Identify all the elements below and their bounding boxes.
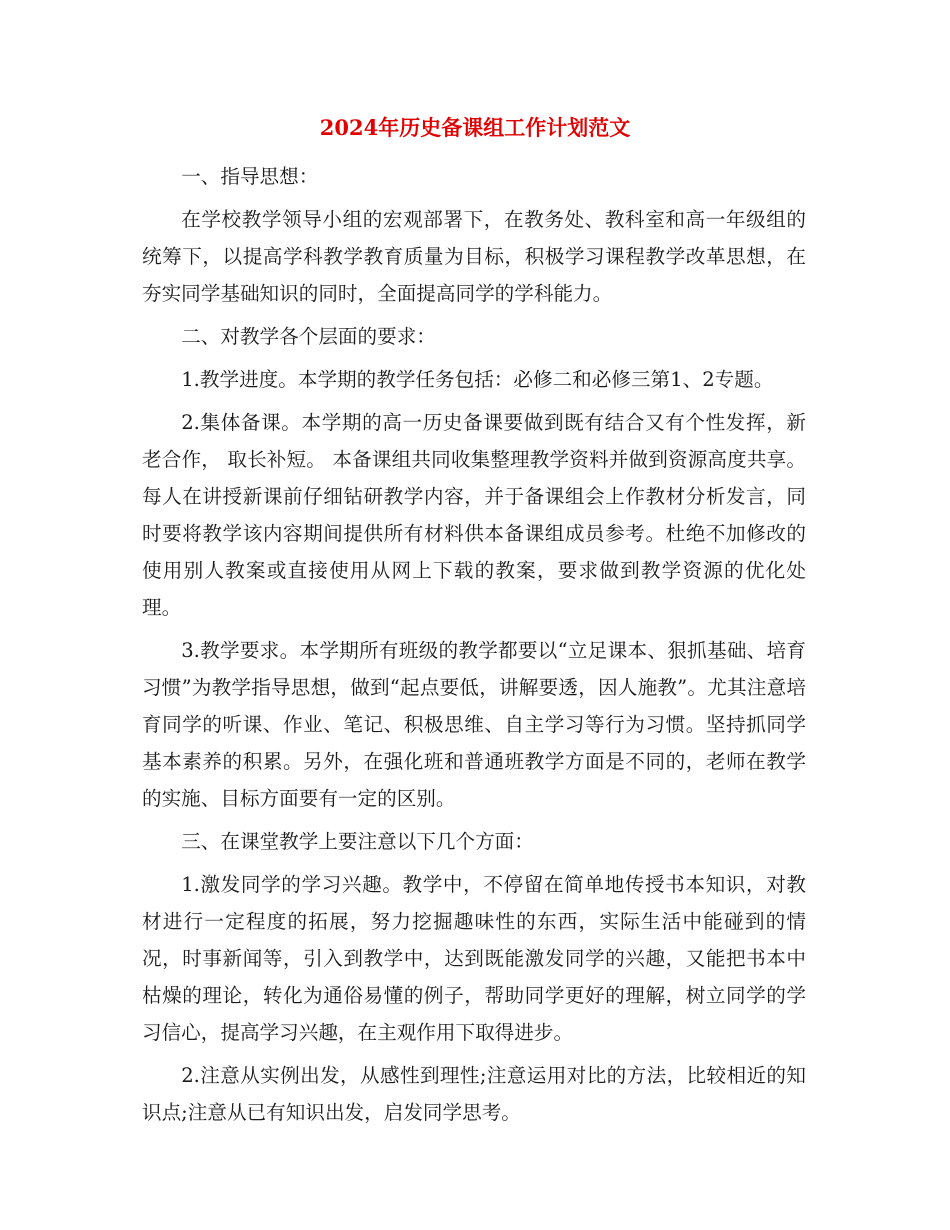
paragraph-from-examples: 2.注意从实例出发，从感性到理性;注意运用对比的方法，比较相近的知识点;注意从已有知识出发，启发同学思考。 (142, 1064, 806, 1124)
paragraph-guiding-ideology: 在学校教学领导小组的宏观部署下，在教务处、教科室和高一年级组的统筹下，以提高学科教学教育质量为目标，积极学习课程教学改革思想，在夯实同学基础知识的同时，全面提高同学的学科能力。 (142, 208, 806, 305)
heading-guiding-ideology: 一、指导思想： (181, 165, 319, 188)
paragraph-teaching-demands: 3.教学要求。本学期所有班级的教学都要以“立足课本、狠抓基础、培育习惯”为教学指导思想，做到“起点要低，讲解要透，因人施教”。尤其注意培育同学的听课、作业、笔记、积极思维、自主学习等行为习惯。坚持抓同学基本素养的积累。另外，在强化班和普通班教学方面是不同的，老师在教学的实施、目标方面要有一定的区别。 (142, 639, 806, 810)
document-body (142, 158, 806, 1137)
paragraph-stimulate-interest: 1.激发同学的学习兴趣。教学中，不停留在简单地传授书本知识，对教材进行一定程度的拓展，努力挖掘趣味性的东西，实际生活中能碰到的情况，时事新闻等，引入到教学中，达到既能激发同学的兴趣，又能把书本中枯燥的理论，转化为通俗易懂的例子，帮助同学更好的理解，树立同学的学习信心，提高学习兴趣，在主观作用下取得进步。 (142, 873, 806, 1044)
heading-classroom-teaching: 三、在课堂教学上要注意以下几个方面： (181, 830, 534, 853)
paragraph-collective-lesson-prep: 2.集体备课。本学期的高一历史备课要做到既有结合又有个性发挥，新老合作， 取长补短。 本备课组共同收集整理教学资料并做到资源高度共享。每人在讲授新课前仔细钻研教学内容，并于备课组会上作教材分析发言，同时要将教学该内容期间提供所有材料供本备课组成员参考。杜绝不加修改的使用别人教案或直接使用从网上下载的教案，要求做到教学资源的优化处理。 (142, 411, 806, 619)
document-title: 2024年历史备课组工作计划范文 (319, 115, 631, 140)
heading-teaching-requirements: 二、对教学各个层面的要求： (181, 325, 436, 348)
paragraph-teaching-progress: 1.教学进度。本学期的教学任务包括：必修二和必修三第1、2专题。 (181, 368, 774, 391)
